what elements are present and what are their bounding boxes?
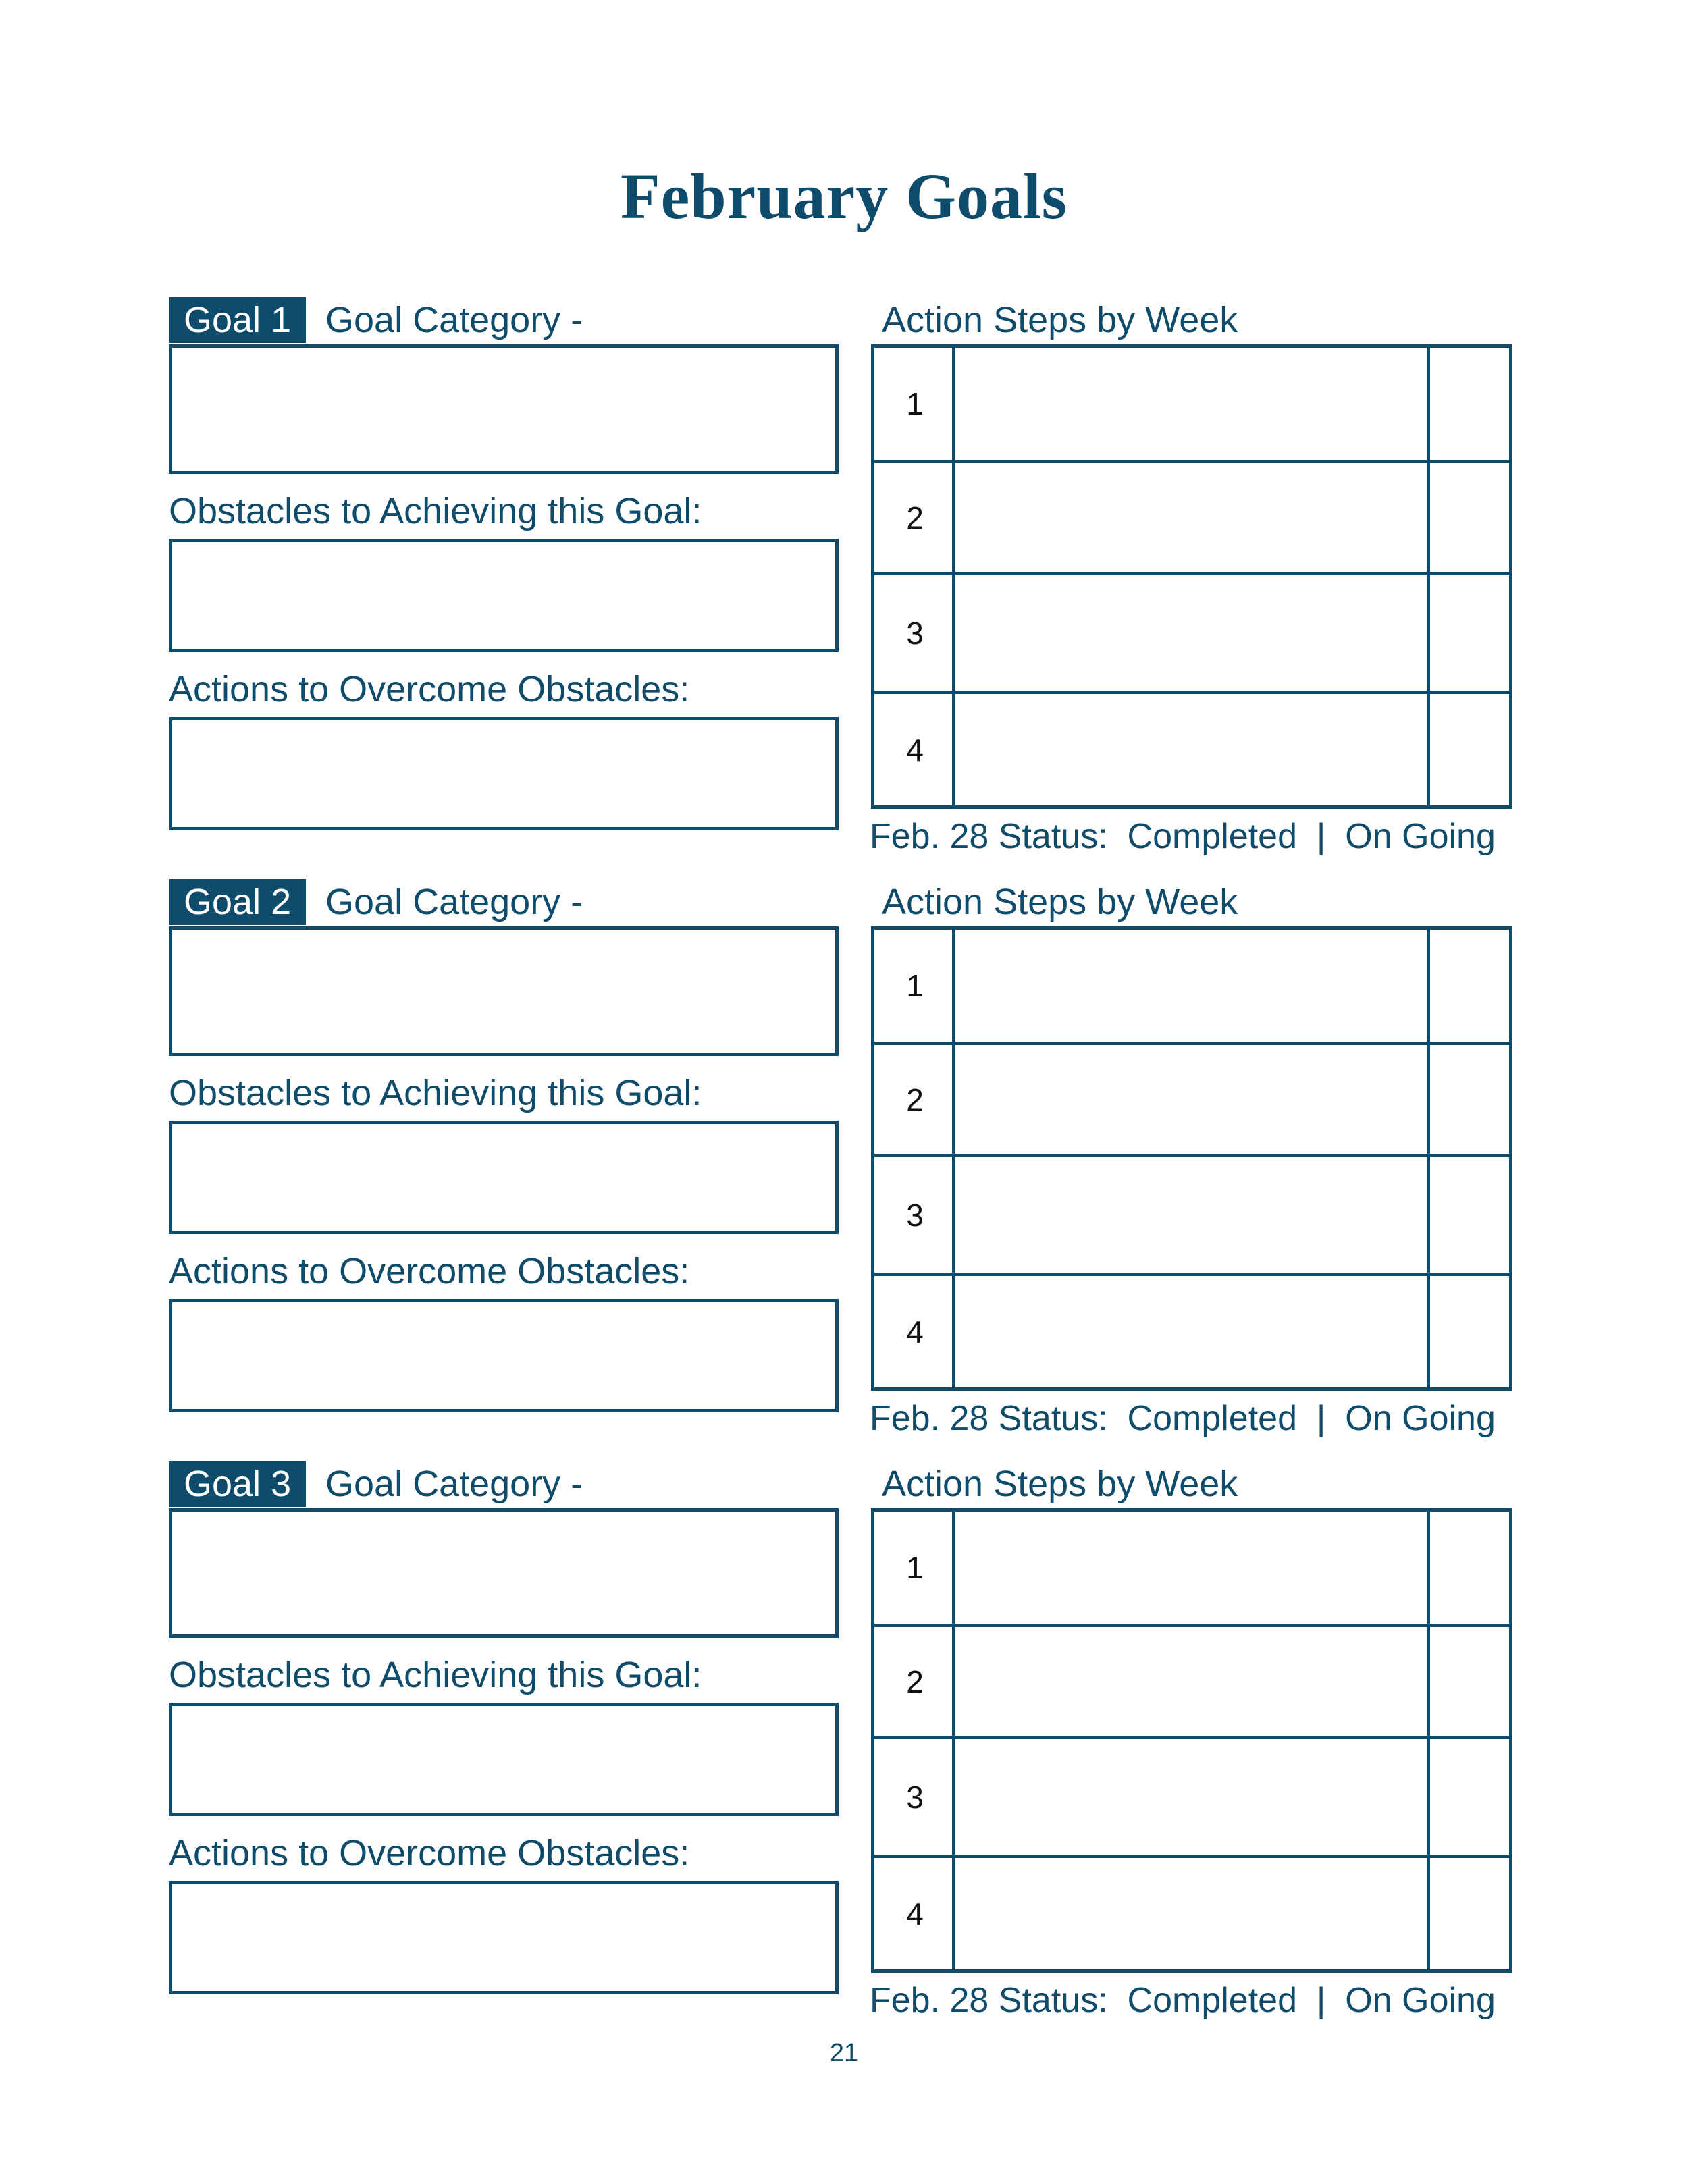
week-row-4[interactable] xyxy=(874,691,1509,805)
week-number: 2 xyxy=(906,1663,924,1699)
week-number: 3 xyxy=(906,1197,924,1233)
week-row-3[interactable] xyxy=(874,572,1509,691)
goal-category-label: Goal Category - xyxy=(325,882,583,922)
week-number: 1 xyxy=(906,386,924,421)
actions-box[interactable] xyxy=(169,717,839,830)
goal-category-label: Goal Category - xyxy=(325,300,583,340)
week-row-2[interactable] xyxy=(874,460,1509,572)
goal-badge: Goal 1 xyxy=(169,297,306,343)
goal-description-box[interactable] xyxy=(169,344,839,474)
obstacles-label: Obstacles to Achieving this Goal: xyxy=(169,1655,702,1695)
week-row-2[interactable] xyxy=(874,1042,1509,1154)
week-number: 4 xyxy=(906,1314,924,1350)
actions-box[interactable] xyxy=(169,1299,839,1412)
week-number: 1 xyxy=(906,968,924,1003)
action-steps-title: Action Steps by Week xyxy=(882,1464,1238,1504)
actions-label: Actions to Overcome Obstacles: xyxy=(169,1833,690,1873)
week-row-1[interactable] xyxy=(874,348,1509,460)
obstacles-box[interactable] xyxy=(169,1121,839,1234)
obstacles-box[interactable] xyxy=(169,1703,839,1816)
week-row-1[interactable] xyxy=(874,1512,1509,1624)
week-row-4[interactable] xyxy=(874,1273,1509,1387)
goal-description-box[interactable] xyxy=(169,1508,839,1638)
goal-badge: Goal 2 xyxy=(169,879,306,925)
status-line: Feb. 28 Status: Completed | On Going xyxy=(870,1399,1496,1438)
page-number: 21 xyxy=(829,2039,859,2067)
obstacles-label: Obstacles to Achieving this Goal: xyxy=(169,491,702,531)
goal-section-2 xyxy=(0,879,1688,1466)
week-number: 4 xyxy=(906,732,924,768)
actions-label: Actions to Overcome Obstacles: xyxy=(169,1251,690,1291)
status-line: Feb. 28 Status: Completed | On Going xyxy=(870,817,1496,856)
action-steps-title: Action Steps by Week xyxy=(882,300,1238,340)
action-steps-table xyxy=(871,926,1512,1391)
week-number: 2 xyxy=(906,1082,924,1117)
week-row-2[interactable] xyxy=(874,1624,1509,1736)
goal-badge: Goal 3 xyxy=(169,1461,306,1507)
action-steps-title: Action Steps by Week xyxy=(882,882,1238,922)
week-row-1[interactable] xyxy=(874,930,1509,1042)
actions-box[interactable] xyxy=(169,1881,839,1994)
week-row-3[interactable] xyxy=(874,1736,1509,1855)
week-number: 2 xyxy=(906,500,924,535)
goal-section-3 xyxy=(0,1461,1688,2048)
week-row-3[interactable] xyxy=(874,1154,1509,1273)
status-line: Feb. 28 Status: Completed | On Going xyxy=(870,1981,1496,2020)
goal-description-box[interactable] xyxy=(169,926,839,1056)
week-number: 3 xyxy=(906,1779,924,1815)
action-steps-table xyxy=(871,344,1512,809)
obstacles-label: Obstacles to Achieving this Goal: xyxy=(169,1073,702,1113)
actions-label: Actions to Overcome Obstacles: xyxy=(169,669,690,710)
action-steps-table xyxy=(871,1508,1512,1973)
week-number: 3 xyxy=(906,615,924,651)
week-number: 1 xyxy=(906,1550,924,1585)
page-title: February Goals xyxy=(621,160,1067,232)
week-number: 4 xyxy=(906,1896,924,1932)
goal-section-1 xyxy=(0,297,1688,884)
week-row-4[interactable] xyxy=(874,1855,1509,1969)
obstacles-box[interactable] xyxy=(169,539,839,652)
goal-category-label: Goal Category - xyxy=(325,1464,583,1504)
